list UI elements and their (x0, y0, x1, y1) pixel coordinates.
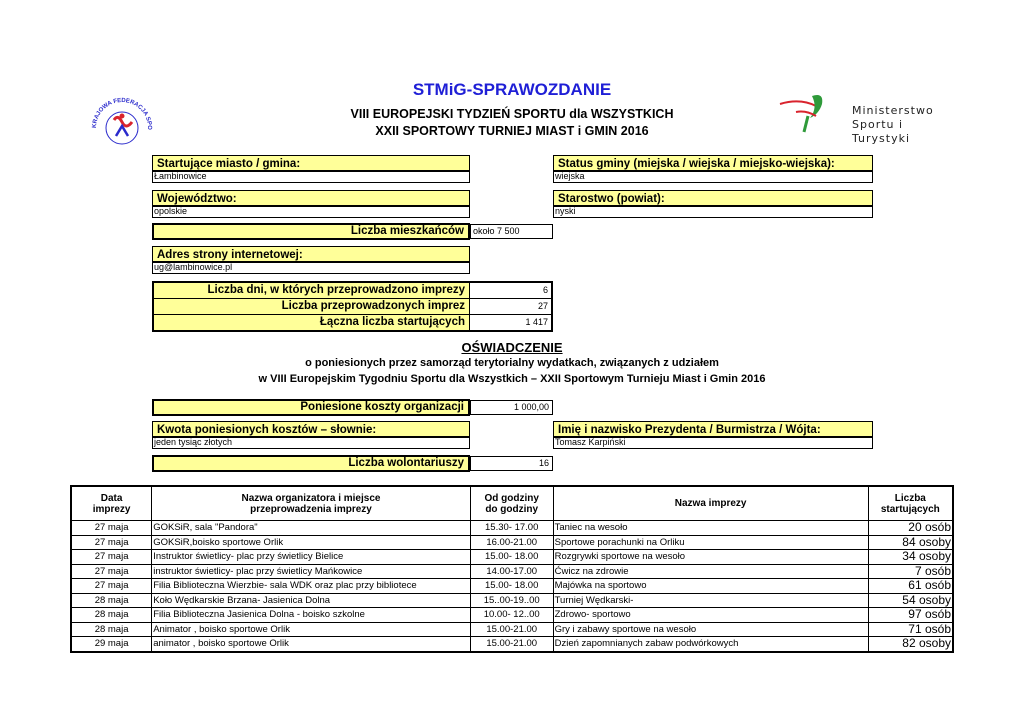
wojewodztwo-label: Województwo: (152, 190, 470, 207)
cell-date[interactable]: 27 maja (71, 521, 152, 536)
stats-days-label: Liczba dni, w których przeprowadzono imprezy (154, 283, 470, 298)
oswiadczenie-line1: o poniesionych przez samorząd terytorialny wydatkach, związanych z udziałem (305, 357, 719, 369)
header-nazwa: Nazwa imprezy (553, 486, 868, 521)
header-organizator (152, 486, 471, 521)
cell-date[interactable]: 28 maja (71, 622, 152, 637)
event-subtitle-1: VIII EUROPEJSKI TYDZIEŃ SPORTU dla WSZYSTKICH (350, 107, 674, 121)
table-row (71, 564, 953, 579)
cell-count[interactable]: 20 osób (868, 521, 953, 536)
table-row (71, 579, 953, 594)
miasto-label: Startujące miasto / gmina: (152, 155, 470, 172)
cell-date[interactable]: 28 maja (71, 608, 152, 623)
event-subtitle-2: XXII SPORTOWY TURNIEJ MIAST i GMIN 2016 (375, 124, 649, 138)
events-header-row (71, 486, 953, 521)
cell-date[interactable]: 27 maja (71, 535, 152, 550)
mieszkancy-label: Liczba mieszkańców (152, 223, 470, 240)
cell-name[interactable]: Dzień zapomnianych zabaw podwórkowych (553, 637, 868, 652)
header-liczba-l1: Liczba (894, 492, 926, 504)
stats-row-days (154, 283, 551, 299)
header-od-l1: Od godziny (484, 492, 539, 504)
header-data-l1: Data (100, 492, 123, 504)
cell-org[interactable]: Animator , boisko sportowe Orlik (152, 622, 471, 637)
cell-date[interactable]: 27 maja (71, 564, 152, 579)
cell-count[interactable]: 7 osób (868, 564, 953, 579)
prezydent-label: Imię i nazwisko Prezydenta / Burmistrza / Wójta: (553, 421, 873, 438)
table-row (71, 637, 953, 652)
cell-org[interactable]: Koło Wędkarskie Brzana- Jasienica Dolna (152, 593, 471, 608)
stats-participants-label: Łączna liczba startujących (154, 315, 470, 330)
stats-days-value[interactable]: 6 (542, 285, 548, 295)
cell-time[interactable]: 15.00- 18.00 (470, 579, 553, 594)
header-godziny (470, 486, 553, 521)
prezydent-value[interactable]: Tomasz Karpiński (553, 436, 873, 449)
status-value[interactable]: wiejska (553, 170, 873, 183)
cell-name[interactable]: Gry i zabawy sportowe na wesoło (553, 622, 868, 637)
header-od-l2: do godziny (485, 503, 539, 515)
slownie-value[interactable]: jeden tysiąc złotych (152, 436, 470, 449)
cell-count[interactable]: 34 osoby (868, 550, 953, 565)
cell-date[interactable]: 28 maja (71, 593, 152, 608)
cell-time[interactable]: 15..00-19..00 (470, 593, 553, 608)
stats-row-events (154, 299, 551, 315)
cell-name[interactable]: Taniec na wesoło (553, 521, 868, 536)
cell-org[interactable]: GOKSiR, sala "Pandora" (152, 521, 471, 536)
www-label: Adres strony internetowej: (152, 246, 470, 263)
cell-time[interactable]: 15.00-21.00 (470, 637, 553, 652)
cell-org[interactable]: Instruktor świetlicy- plac przy świetlicy Bielice (152, 550, 471, 565)
cell-time[interactable]: 15.00- 18.00 (470, 550, 553, 565)
cell-count[interactable]: 97 osób (868, 608, 953, 623)
header-org-l2: przeprowadzenia imprezy (250, 503, 372, 515)
events-table (70, 485, 954, 653)
cell-org[interactable]: GOKSiR,boisko sportowe Orlik (152, 535, 471, 550)
koszty-value[interactable]: 1 000,00 (470, 400, 553, 415)
table-row (71, 535, 953, 550)
stats-row-participants (154, 315, 551, 330)
cell-org[interactable]: animator , boisko sportowe Orlik (152, 637, 471, 652)
table-row (71, 593, 953, 608)
wolontariusze-value[interactable]: 16 (470, 456, 553, 471)
ministerstwo-line2: Sportu i Turystyki (852, 118, 911, 145)
cell-org[interactable]: Filia Biblioteczna Wierzbie- sala WDK oraz plac przy bibliotece (152, 579, 471, 594)
cell-time[interactable]: 16.00-21.00 (470, 535, 553, 550)
cell-time[interactable]: 15.00-21.00 (470, 622, 553, 637)
ministerstwo-line1: Ministerstwo (852, 104, 934, 117)
stats-participants-value[interactable]: 1 417 (525, 317, 548, 327)
cell-time[interactable]: 10.00- 12..00 (470, 608, 553, 623)
report-title: STMiG-SPRAWOZDANIE (412, 80, 612, 99)
koszty-label: Poniesione koszty organizacji (152, 399, 470, 416)
starostwo-value[interactable]: nyski (553, 205, 873, 218)
header-data-l2: imprezy (92, 503, 131, 515)
table-row (71, 622, 953, 637)
cell-name[interactable]: Ćwicz na zdrowie (553, 564, 868, 579)
table-row (71, 608, 953, 623)
cell-count[interactable]: 82 osoby (868, 637, 953, 652)
status-label: Status gminy (miejska / wiejska / miejsko-wiejska): (553, 155, 873, 172)
cell-count[interactable]: 71 osób (868, 622, 953, 637)
cell-time[interactable]: 14.00-17.00 (470, 564, 553, 579)
table-row (71, 521, 953, 536)
stats-events-label: Liczba przeprowadzonych imprez (154, 299, 470, 314)
header-data (71, 486, 152, 521)
cell-count[interactable]: 61 osób (868, 579, 953, 594)
www-value[interactable]: ug@lambinowice.pl (152, 261, 470, 274)
cell-name[interactable]: Turniej Wędkarski- (553, 593, 868, 608)
miasto-value[interactable]: Łambinowice (152, 170, 470, 183)
cell-count[interactable]: 54 osoby (868, 593, 953, 608)
header-org-l1: Nazwa organizatora i miejsce (241, 492, 381, 504)
cell-date[interactable]: 29 maja (71, 637, 152, 652)
cell-name[interactable]: Zdrowo- sportowo (553, 608, 868, 623)
cell-name[interactable]: Sportowe porachunki na Orliku (553, 535, 868, 550)
mieszkancy-value[interactable]: około 7 500 (470, 224, 553, 239)
wolontariusze-label: Liczba wolontariuszy (152, 455, 470, 472)
cell-org[interactable]: Filia Biblioteczna Jasienica Dolna - boisko szkolne (152, 608, 471, 623)
oswiadczenie-title: OŚWIADCZENIE (461, 340, 563, 355)
cell-date[interactable]: 27 maja (71, 550, 152, 565)
header-liczba-l2: startujących (880, 503, 940, 515)
cell-name[interactable]: Majówka na sportowo (553, 579, 868, 594)
slownie-label: Kwota poniesionych kosztów – słownie: (152, 421, 470, 438)
header-liczba (868, 486, 953, 521)
stats-box (152, 281, 553, 332)
stats-events-value[interactable]: 27 (537, 301, 548, 311)
table-row (71, 550, 953, 565)
oswiadczenie-line2: w VIII Europejskim Tygodniu Sportu dla Wszystkich – XXII Sportowym Turnieju Miast i Gmin 2016 (258, 373, 766, 385)
cell-name[interactable]: Rozgrywki sportowe na wesoło (553, 550, 868, 565)
starostwo-label: Starostwo (powiat): (553, 190, 873, 207)
cell-date[interactable]: 27 maja (71, 579, 152, 594)
cell-org[interactable]: instruktor świetlicy- plac przy świetlicy Mańkowice (152, 564, 471, 579)
cell-time[interactable]: 15.30- 17.00 (470, 521, 553, 536)
kfsdw-logo-text: KRAJOWA FEDERACJA SPO (91, 97, 153, 131)
cell-count[interactable]: 84 osoby (868, 535, 953, 550)
wojewodztwo-value[interactable]: opolskie (152, 205, 470, 218)
